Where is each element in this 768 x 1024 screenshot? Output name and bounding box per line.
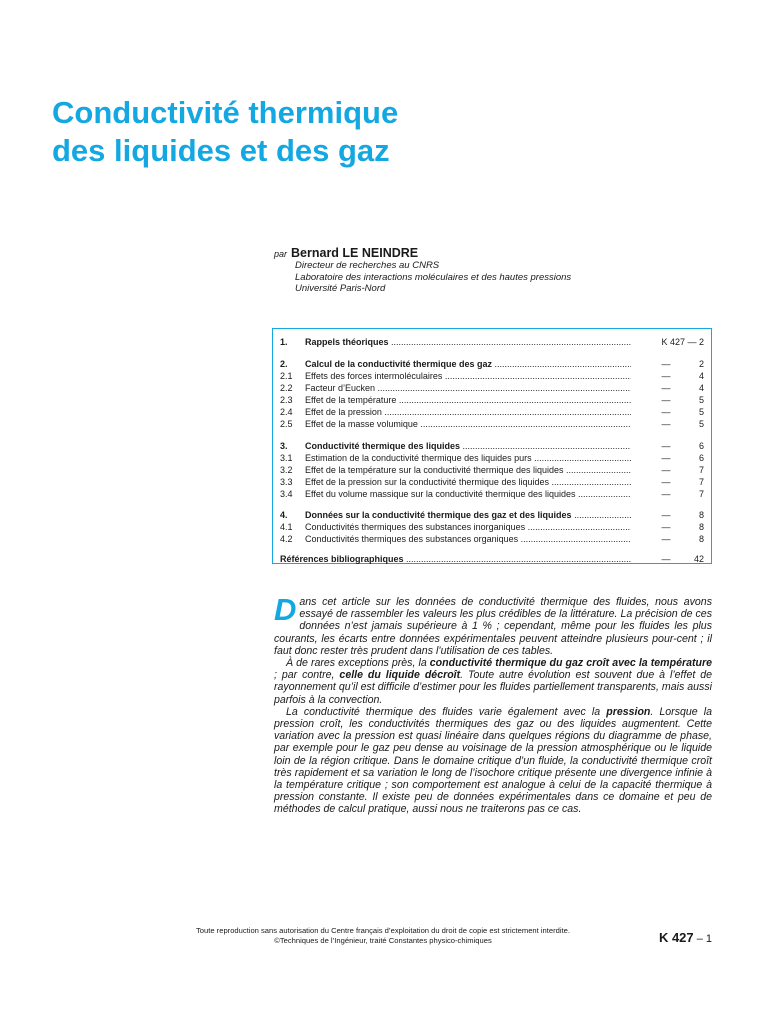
toc-entry[interactable] (273, 418, 711, 430)
toc-entry-page: 6 (698, 441, 704, 451)
toc-entry-page: 5 (698, 419, 704, 429)
toc-entry-dash: — (661, 534, 671, 544)
paragraph-1-text: ans cet article sur les données de conductivité thermique des fluides, nous avons essayé de rassembler les valeurs les plus crédibles de la littérature. La précision de ces données n’est jamais supérieure à 1 % ; cependant, même pour les fluides les plus courants, les écarts entre données expérimentales peuvent atteindre plusieurs pour-cent ; il faut donc rester très prudent dans l’utilisation de ces tables. (274, 596, 712, 657)
toc-entry-number: 2. (280, 359, 288, 369)
toc-entry-dash: — (661, 477, 671, 487)
toc-entry-label: Effet de la pression sur la conductivité thermique des liquides ..... (305, 476, 631, 488)
toc-entry-dash: — (661, 395, 671, 405)
toc-entry-page: 7 (698, 489, 704, 499)
toc-entry[interactable] (273, 488, 711, 500)
paragraph-2 (274, 657, 712, 706)
title-line-2: des liquides et des gaz (52, 133, 390, 168)
abstract-text (274, 592, 713, 816)
toc-entry[interactable] (273, 406, 711, 418)
toc-entry-number: 2.2 (280, 383, 293, 393)
author-line (274, 246, 571, 260)
toc-entry-dash: — (661, 489, 671, 499)
toc-entry-number: 3.2 (280, 465, 293, 475)
toc-entry-page: 8 (698, 534, 704, 544)
affiliation-line: Université Paris-Nord (295, 283, 386, 294)
toc-entry-number: 1. (280, 337, 288, 347)
folio-page-number: – 1 (693, 933, 712, 945)
toc-entry-page: 2 (698, 359, 704, 369)
toc-entry-dash: — (661, 371, 671, 381)
toc-entry-label: Rappels théoriques ..... (305, 336, 631, 348)
toc-entry[interactable] (273, 452, 711, 464)
emphasis-liquid-conductivity: celle du liquide décroît (339, 669, 461, 682)
toc-entry-label: Effet de la température sur la conductivité thermique des liquides ..... (305, 464, 631, 476)
toc-entry-dash: — (661, 383, 671, 393)
author-prefix: par (274, 249, 288, 259)
toc-entry-label: Conductivité thermique des liquides ..... (305, 440, 631, 452)
affiliation-line: Laboratoire des interactions moléculaires et des hautes pressions (295, 271, 572, 283)
copyright-line-2: ©Techniques de l’Ingénieur, traité Constantes physico-chimiques (274, 936, 492, 945)
toc-entry[interactable] (273, 336, 711, 348)
toc-entry-label: Effet de la pression ..... (305, 406, 631, 418)
paragraph-3 (274, 706, 712, 816)
toc-entry[interactable] (273, 370, 711, 382)
toc-entry-page: 7 (698, 477, 704, 487)
toc-entry-label: Estimation de la conductivité thermique des liquides purs ..... (305, 452, 631, 464)
paragraph-1 (274, 592, 712, 657)
toc-entry[interactable] (273, 521, 711, 533)
drop-cap: D (274, 592, 297, 627)
affiliation-line: Directeur de recherches au CNRS (295, 260, 440, 271)
copyright-notice (152, 926, 614, 946)
folio-code: K 427 (658, 930, 694, 945)
toc-entry-page: 8 (698, 522, 704, 532)
paragraph-2-text: ; par contre, (274, 669, 340, 682)
toc-entry-number: 2.3 (280, 395, 293, 405)
article-title (52, 94, 398, 170)
toc-entry-page: 5 (698, 395, 704, 405)
toc-entry-label: Références bibliographiques ..... (280, 553, 631, 565)
toc-entry-label: Facteur d’Eucken ..... (305, 382, 631, 394)
toc-entry-page: K 427 — 2 (661, 337, 704, 347)
toc-entry[interactable] (273, 440, 711, 452)
toc-entry-number: 4.2 (280, 534, 293, 544)
toc-entry-label: Conductivités thermiques des substances organiques ..... (305, 533, 631, 545)
toc-entry-dash: — (661, 453, 671, 463)
toc-entry-page: 4 (698, 383, 704, 393)
toc-entry-label: Effet de la masse volumique ..... (305, 418, 631, 430)
toc-entry-label: Données sur la conductivité thermique des gaz et des liquides ..... (305, 509, 631, 521)
toc-entry[interactable] (273, 464, 711, 476)
paragraph-3-text: La conductivité thermique des fluides varie également avec la (286, 705, 607, 718)
copyright-line-1: Toute reproduction sans autorisation du Centre français d’exploitation du droit de copie est strictement interdite. (196, 926, 570, 935)
toc-entry-label: Effet du volume massique sur la conductivité thermique des liquides ..... (305, 488, 631, 500)
toc-entry[interactable] (273, 394, 711, 406)
toc-entry-page: 8 (698, 510, 704, 520)
toc-entry-page: 7 (698, 465, 704, 475)
paragraph-2-text: À de rares exceptions près, la (286, 657, 430, 670)
page-folio (659, 930, 712, 945)
toc-entry-label: Effets des forces intermoléculaires ..... (305, 370, 631, 382)
toc-entry-number: 2.5 (280, 419, 293, 429)
toc-entry-page: 6 (698, 453, 704, 463)
toc-entry-dash: — (661, 510, 671, 520)
toc-entry-page: 42 (693, 554, 704, 564)
toc-entry-page: 4 (698, 371, 704, 381)
toc-entry[interactable] (273, 358, 711, 370)
author-name: Bernard LE NEINDRE (291, 246, 419, 260)
toc-entry-number: 3.4 (280, 489, 293, 499)
toc-entry-number: 2.1 (280, 371, 293, 381)
toc-entry-number: 3. (280, 441, 288, 451)
toc-entry[interactable] (273, 476, 711, 488)
author-block (274, 246, 571, 295)
toc-entry-dash: — (661, 522, 671, 532)
paragraph-3-text: . Lorsque la pression croît, les conductivités thermiques des gaz ou des liquides augmentent. Cette variation avec la pression est quasi linéaire dans quelques régions du diagramme de phase, par exemple pour le gaz peu dense au voisinage de la pression atmosphérique ou le liquide loin de la région critique. Dans le domaine critique d’un fluide, la conductivité thermique croît très rapidement et sa variation le long de l’isochore critique présente une divergence infinie à la température critique ; son comportement est analogue à celui de la capacité thermique à pression constante. Il existe peu de données expérimentales dans ce domaine et peu de méthodes de calcul pratique, aussi nous ne traiterons pas ce cas. (274, 705, 713, 816)
toc-entry[interactable] (273, 382, 711, 394)
emphasis-gas-conductivity: conductivité thermique du gaz croît avec la température (429, 657, 712, 670)
toc-entry-dash: — (661, 407, 671, 417)
toc-entry-number: 4.1 (280, 522, 293, 532)
toc-entry-dash: — (661, 419, 671, 429)
toc-entry[interactable] (273, 509, 711, 521)
toc-entry[interactable] (273, 553, 711, 565)
toc-entry-number: 4. (280, 510, 288, 520)
paragraph-2-text: . Toute autre évolution est souvent due à l’effet de rayonnement qu’il est difficile d’estimer pour les fluides partiellement transparents, mais aussi parfois à la convection. (274, 669, 712, 706)
emphasis-pressure: pression (606, 705, 651, 718)
toc-entry-label: Calcul de la conductivité thermique des gaz ..... (305, 358, 631, 370)
toc-entry-number: 2.4 (280, 407, 293, 417)
toc-entry-label: Conductivités thermiques des substances inorganiques ..... (305, 521, 631, 533)
table-of-contents (272, 328, 712, 564)
toc-entry-dash: — (661, 465, 671, 475)
toc-entry-label: Effet de la température ..... (305, 394, 631, 406)
title-line-1: Conductivité thermique (52, 95, 399, 130)
toc-entry-dash: — (661, 554, 671, 564)
toc-entry-number: 3.3 (280, 477, 293, 487)
toc-entry[interactable] (273, 533, 711, 545)
toc-entry-dash: — (661, 359, 671, 369)
author-affiliations (295, 260, 571, 295)
toc-entry-number: 3.1 (280, 453, 293, 463)
toc-entry-dash: — (661, 441, 671, 451)
toc-entry-page: 5 (698, 407, 704, 417)
